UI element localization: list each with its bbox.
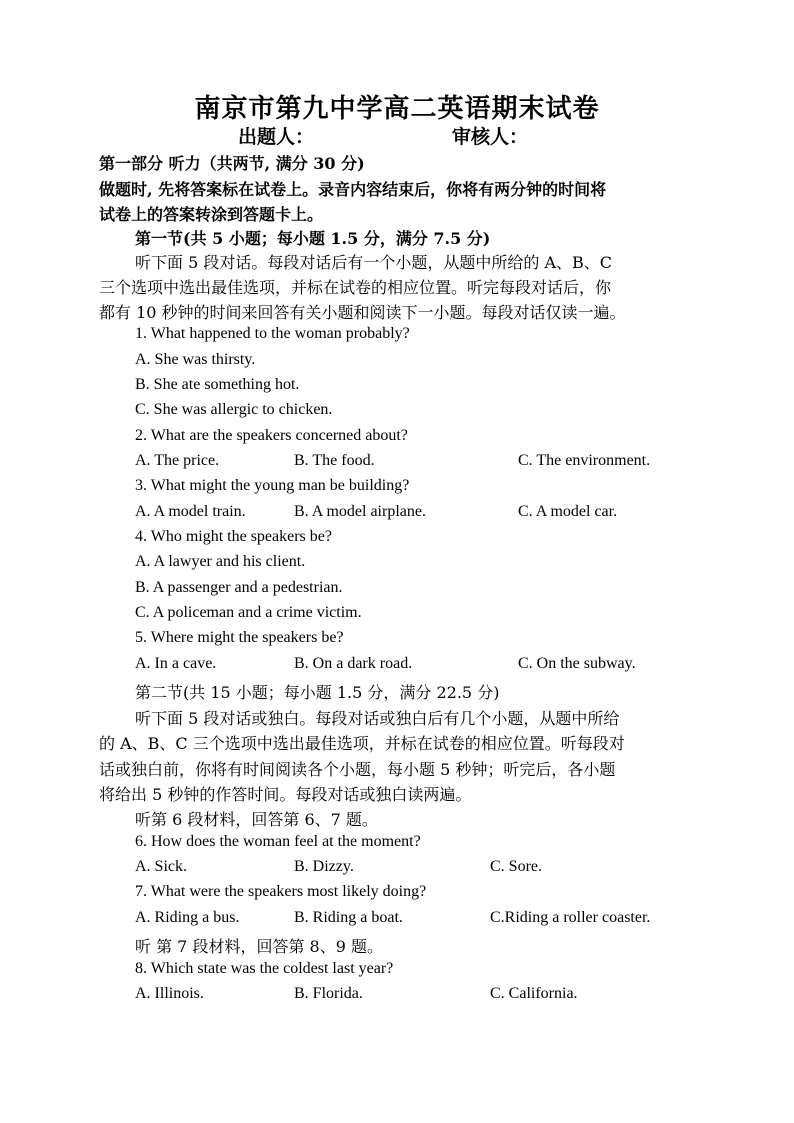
option-1c: C. She was allergic to chicken.	[135, 401, 333, 418]
option-4c: C. A policeman and a crime victim.	[135, 604, 362, 621]
option-2b: B. The food.	[294, 452, 375, 469]
option-1a: A. She was thirsty.	[135, 351, 256, 368]
option-5a: A. In a cave.	[135, 655, 217, 672]
question-1: 1. What happened to the woman probably?	[135, 325, 410, 342]
option-8b: B. Florida.	[294, 985, 363, 1002]
option-3c: C. A model car.	[518, 503, 618, 520]
option-5b: B. On a dark road.	[294, 655, 413, 672]
section1-instruction-line: 三个选项中选出最佳选项，并标在试卷的相应位置。听完每段对话后，你	[99, 278, 612, 297]
option-4b: B. A passenger and a pedestrian.	[135, 579, 343, 596]
question-5: 5. Where might the speakers be?	[135, 629, 344, 646]
option-3a: A. A model train.	[135, 503, 246, 520]
option-5c: C. On the subway.	[518, 655, 636, 672]
material-6-label: 听第 6 段材料，回答第 6、7 题。	[135, 810, 378, 829]
question-7: 7. What were the speakers most likely doing?	[135, 883, 427, 900]
part1-heading: 第一部分 听力（共两节, 满分 30 分)	[99, 154, 365, 173]
option-8a: A. Illinois.	[135, 985, 204, 1002]
question-2: 2. What are the speakers concerned about?	[135, 427, 408, 444]
section2-instruction-line: 听下面 5 段对话或独白。每段对话或独白后有几个小题，从题中所给	[135, 709, 620, 728]
option-6a: A. Sick.	[135, 858, 187, 875]
question-4: 4. Who might the speakers be?	[135, 528, 332, 545]
section2-heading: 第二节(共 15 小题；每小题 1.5 分，满分 22.5 分)	[135, 683, 500, 702]
option-6c: C. Sore.	[490, 858, 542, 875]
question-8: 8. Which state was the coldest last year?	[135, 960, 394, 977]
question-3: 3. What might the young man be building?	[135, 477, 410, 494]
part1-instruction-line: 试卷上的答案转涂到答题卡上。	[99, 205, 324, 224]
option-1b: B. She ate something hot.	[135, 376, 300, 393]
option-8c: C. California.	[490, 985, 578, 1002]
page-title: 南京市第九中学高二英语期末试卷	[194, 94, 600, 124]
option-7a: A. Riding a bus.	[135, 909, 240, 926]
section2-instruction-line: 将给出 5 秒钟的作答时间。每段对话或独白读两遍。	[99, 785, 472, 804]
setter-label: 出题人：	[238, 126, 315, 148]
question-6: 6. How does the woman feel at the moment?	[135, 833, 421, 850]
section1-instruction-line: 都有 10 秒钟的时间来回答有关小题和阅读下一小题。每段对话仅读一遍。	[99, 303, 626, 322]
option-7b: B. Riding a boat.	[294, 909, 403, 926]
option-3b: B. A model airplane.	[294, 503, 426, 520]
option-2a: A. The price.	[135, 452, 220, 469]
option-2c: C. The environment.	[518, 452, 651, 469]
section2-instruction-line: 的 A、B、C 三个选项中选出最佳选项，并标在试卷的相应位置。听每段对	[99, 734, 625, 753]
option-6b: B. Dizzy.	[294, 858, 354, 875]
section1-instruction-line: 听下面 5 段对话。每段对话后有一个小题，从题中所给的 A、B、C	[135, 253, 612, 272]
material-7-label: 听 第 7 段材料，回答第 8、9 题。	[135, 937, 383, 956]
reviewer-label: 审核人：	[452, 126, 529, 148]
section1-heading: 第一节(共 5 小题；每小题 1.5 分，满分 7.5 分)	[135, 229, 491, 248]
part1-instruction-line: 做题时, 先将答案标在试卷上。录音内容结束后，你将有两分钟的时间将	[99, 180, 607, 199]
option-4a: A. A lawyer and his client.	[135, 553, 306, 570]
section2-instruction-line: 话或独白前，你将有时间阅读各个小题，每小题 5 秒钟；听完后，各小题	[99, 760, 616, 779]
option-7c: C.Riding a roller coaster.	[490, 909, 651, 926]
